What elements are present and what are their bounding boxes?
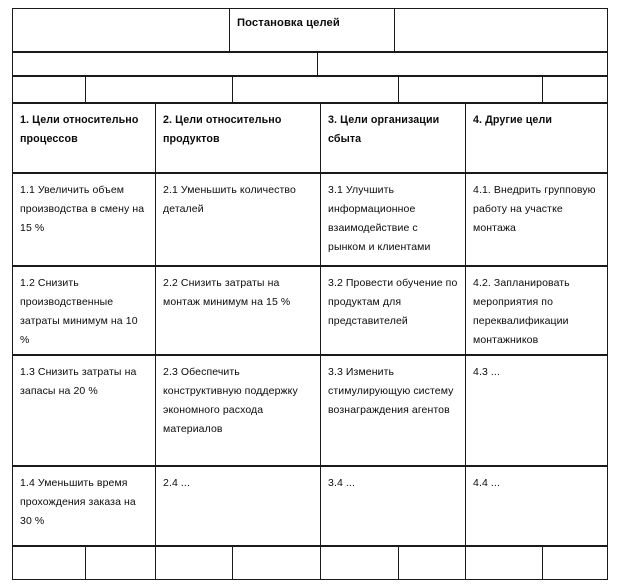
column-header-1	[12, 103, 156, 173]
table-cell-r2c2-text: 2.2 Снизить затраты на монтаж минимум на 15 %	[163, 277, 291, 308]
bottom-band-cell-8	[542, 546, 608, 580]
bottom-band-cell-6	[398, 546, 466, 580]
table-cell-r3c3	[320, 355, 466, 466]
bottom-band-cell-1	[12, 546, 86, 580]
third-band-cell-5	[542, 76, 608, 103]
third-band-cell-3-text	[233, 77, 398, 84]
bottom-band-cell-4	[232, 546, 321, 580]
third-band-cell-4-text	[399, 77, 542, 84]
table-cell-r4c4-text: 4.4 ...	[473, 477, 500, 489]
document-title-cell	[229, 8, 395, 52]
column-header-3	[320, 103, 466, 173]
third-band-cell-1-text	[13, 77, 85, 84]
second-band-left-cell	[12, 52, 318, 76]
table-cell-r3c1	[12, 355, 156, 466]
table-cell-r3c4	[465, 355, 608, 466]
third-band-cell-2-text	[86, 77, 232, 84]
table-cell-r4c2-text: 2.4 ...	[163, 477, 190, 489]
column-header-2	[155, 103, 321, 173]
table-cell-r3c2-text: 2.3 Обеспечить конструктивную поддержку экономного расхода материалов	[163, 366, 298, 435]
bottom-band-cell-2	[85, 546, 156, 580]
third-band-cell-5-text	[543, 77, 607, 84]
table-cell-r3c1-text: 1.3 Снизить затраты на запасы на 20 %	[20, 366, 137, 397]
table-cell-r1c4	[465, 173, 608, 266]
top-band-left-cell	[12, 8, 230, 52]
table-cell-r2c3-text: 3.2 Провести обучение по продуктам для представителей	[328, 277, 458, 327]
third-band-cell-3	[232, 76, 399, 103]
table-cell-r1c1-text: 1.1 Увеличить объем производства в смену на 15 %	[20, 184, 145, 234]
third-band-cell-4	[398, 76, 543, 103]
table-cell-r3c3-text: 3.3 Изменить стимулирующую систему вознаграждения агентов	[328, 366, 454, 416]
column-header-1-label: 1. Цели относительно процессов	[20, 114, 139, 145]
table-cell-r2c2	[155, 266, 321, 355]
table-cell-r1c4-text: 4.1. Внедрить групповую работу на участке монтажа	[473, 184, 596, 234]
table-cell-r4c2	[155, 466, 321, 546]
table-cell-r4c3-text: 3.4 ...	[328, 477, 355, 489]
top-band-left-text	[13, 9, 229, 16]
third-band-cell-1	[12, 76, 86, 103]
second-band-right-cell	[317, 52, 608, 76]
second-band-right-text	[318, 53, 607, 60]
table-cell-r3c4-text: 4.3 ...	[473, 366, 500, 378]
bottom-band-cell-5	[320, 546, 399, 580]
table-cell-r4c3	[320, 466, 466, 546]
column-header-3-label: 3. Цели организации сбыта	[328, 114, 440, 145]
table-cell-r2c1-text: 1.2 Снизить производственные затраты минимум на 10 %	[20, 277, 138, 346]
table-cell-r2c4	[465, 266, 608, 355]
document-title: Постановка целей	[237, 17, 340, 29]
column-header-2-label: 2. Цели относительно продуктов	[163, 114, 282, 145]
table-cell-r1c2-text: 2.1 Уменьшить количество деталей	[163, 184, 296, 215]
table-cell-r4c1	[12, 466, 156, 546]
table-cell-r4c1-text: 1.4 Уменьшить время прохождения заказа на 30 %	[20, 477, 136, 527]
table-cell-r3c2	[155, 355, 321, 466]
column-header-4-label: 4. Другие цели	[473, 114, 553, 126]
table-cell-r2c4-text: 4.2. Запланировать мероприятия по переквалификации монтажников	[473, 277, 570, 346]
column-header-4	[465, 103, 608, 173]
bottom-band-cell-3	[155, 546, 233, 580]
table-cell-r1c3	[320, 173, 466, 266]
table-cell-r1c3-text: 3.1 Улучшить информационное взаимодействие с рынком и клиентами	[328, 184, 431, 253]
top-band-right-cell	[394, 8, 608, 52]
table-cell-r2c3	[320, 266, 466, 355]
bottom-band-cell-7	[465, 546, 543, 580]
table-cell-r1c2	[155, 173, 321, 266]
second-band-left-text	[13, 53, 317, 60]
table-cell-r2c1	[12, 266, 156, 355]
top-band-right-text	[395, 9, 607, 16]
table-cell-r1c1	[12, 173, 156, 266]
table-cell-r4c4	[465, 466, 608, 546]
third-band-cell-2	[85, 76, 233, 103]
